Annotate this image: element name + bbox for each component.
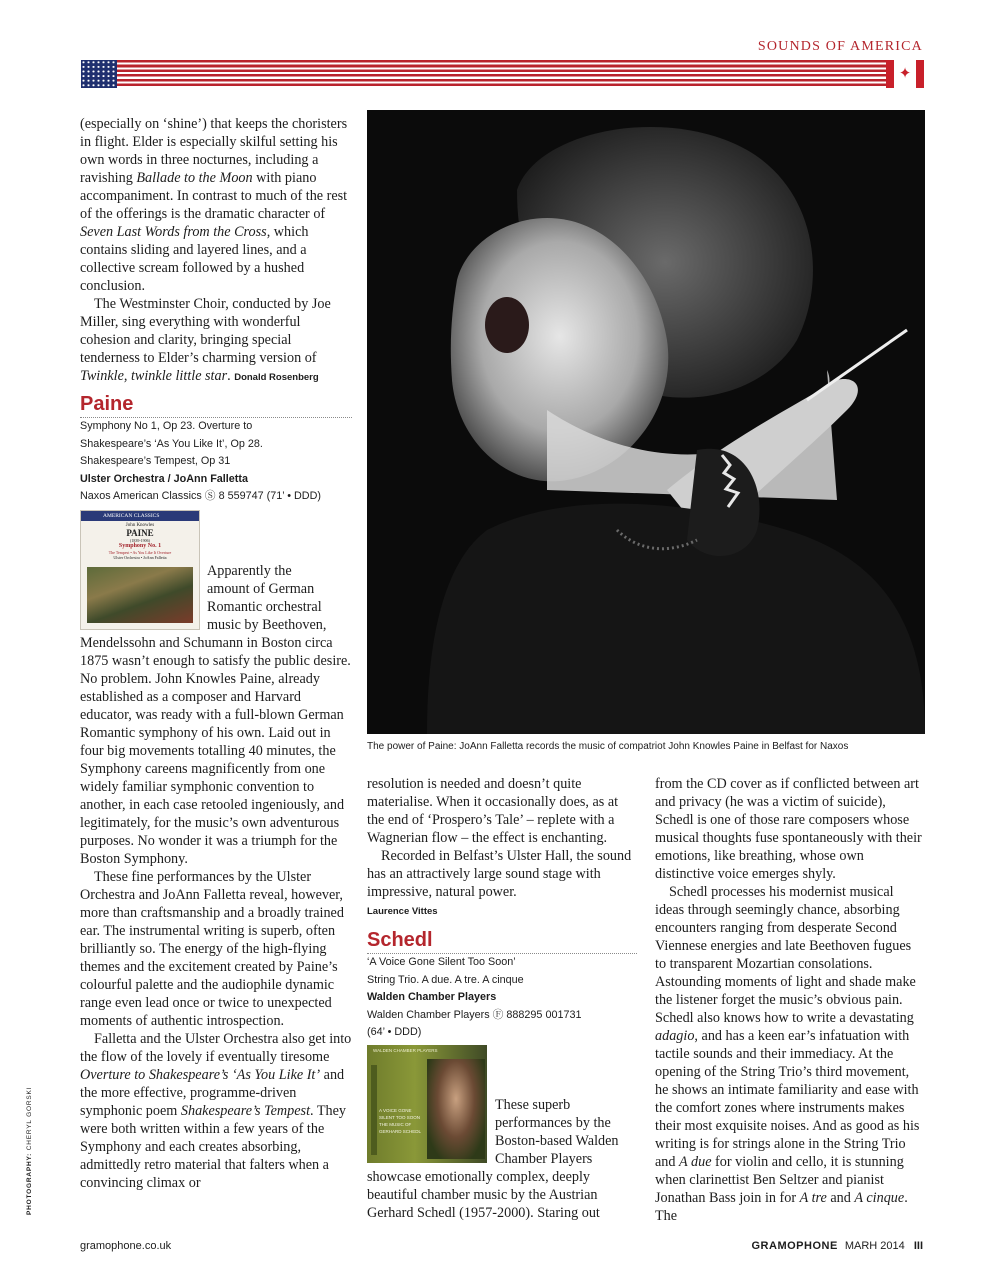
schedl-cd-cover: WALDEN CHAMBER PLAYERS A VOICE GONE SILENT TOO SOON THE MUSIC OF GERHARD SCHEDL (367, 1045, 487, 1163)
column-3: from the CD cover as if conflicted between art and privacy (he was a victim of suicide), Schedl is one of those rare composers whose musical thoughts fuse spontaneously with their emotions, like breathing, whose own distinctive voice emerges shyly. Schedl processes his modernist musical ideas through seemingly chance, absorbing encounters ranging from desperate Second Viennese energies and late Beethoven fugues to transparent Mozartian consolations. Astounding moments of light and shade make the listener forget the music’s obvious pain. Schedl also knows how to write a devastating adagio, and has a keen ear’s infatuation with tactile sounds and their immediacy. At the opening of the String Trio’s third movement, he shows an intimate familiarity and ease with the comfort zones where instruments makes their most exquisite noises. And as good as his writing is for strings alone in the String Trio and A due for violin and cello, it is stunning when clarinettist Ben Seltzer and pianist Jonathan Bass join in for A tre and A cinque. The (655, 776, 922, 1224)
review-heading-paine: Paine (80, 393, 352, 418)
reviewer-signature-2: Laurence Vittes (367, 906, 438, 917)
cover-portrait (427, 1059, 485, 1159)
footer-url: gramophone.co.uk (80, 1240, 172, 1252)
column-2-bottom: showcase emotionally complex, deeply beautiful chamber music by the Austrian Gerhard Schedl (1957-2000). Staring out (367, 1169, 600, 1221)
section-label: SOUNDS OF AMERICA (757, 39, 923, 54)
schedl-wrap-text: These superb performances by the Boston-based Walden Chamber Players (495, 1097, 619, 1167)
column-1-top: (especially on ‘shine’) that keeps the choristers in flight. Elder is especially skilful setting his own words in three nocturnes, including a ravishing Ballade to the Moon with piano accompaniment. In contrast to much of the rest of the offerings is the dramatic character of Seven Last Words from the Cross, which contains sliding and layered lines, and a collective scream followed by a hushed conclusion. The Westminster Choir, conducted by Joe Miller, sing everything with wonderful cohesion and clarity, bringing special tenderness to Elder’s charming version of Twinkle, twinkle little star. Donald Rosenberg (80, 116, 348, 384)
reviewer-signature: Donald Rosenberg (234, 372, 319, 383)
review-heading-schedl: Schedl (367, 929, 637, 954)
schedl-album-details: ‘A Voice Gone Silent Too Soon’ String Trio. A due. A tre. A cinque Walden Chamber Players Walden Chamber Players Ⓕ 888295 001731 (64’ • DDD) (367, 956, 582, 1038)
conductor-photo (367, 110, 925, 734)
photo-credit: PHOTOGRAPHY: CHERYL GORSKI (26, 1086, 33, 1215)
conductor-photo-graphic (367, 110, 925, 734)
canada-flag-icon: ✦ (886, 60, 924, 88)
footer-masthead: GRAMOPHONE MARH 2014 III (751, 1240, 923, 1252)
photo-caption: The power of Paine: JoAnn Falletta records the music of compatriot John Knowles Paine in Belfast for Naxos (367, 741, 849, 752)
cover-painting (87, 567, 193, 623)
paine-cd-cover: AMERICAN CLASSICS John Knowles PAINE (1839-1906) Symphony No. 1 The Tempest • As You Like It Overture Ulster Orchestra • JoAnn Falletta (80, 510, 200, 630)
flag-banner (81, 60, 924, 88)
column-2-top: resolution is needed and doesn’t quite materialise. When it occasionally does, as at the end of ‘Prospero’s Tale’ – replete with a Wagnerian flow – the effect is enchanting. Recorded in Belfast’s Ulster Hall, the sound has an attractively large sound stage with impressive, natural power. Laurence Vittes (367, 775, 637, 921)
column-1-bottom: Mendelssohn and Schumann in Boston circa 1875 wasn’t enough to satisfy the public desire. No problem. John Knowles Paine, already established as a composer and Harvard educator, was ready with a full-blown German Romantic symphony of his own. Laid out in four big movements totalling 40 minutes, the Symphony careens magnificently from one widely familiar symphonic convention to another, in each case retooled ingeniously, and legitimately, for the music’s own adventurous purposes. No wonder it was a triumph for the Boston Symphony. These fine performances by the Ulster Orchestra and JoAnn Falletta reveal, however, more than craftsmanship and a broadly trained ear. The instrumental writing is superb, often brilliantly so. The energy of the high-flying themes and the excitement created by Paine’s colourful palette and the audiophile dynamic range even lead once or twice to unexpected moments of authentic introspection. Falletta and the Ulster Orchestra also get into the flow of the lovely if eventually tiresome Overture to Shakespeare’s ‘As You Like It’ and the more effective, programme-driven symphonic poem Shakespeare’s Tempest. They were both written within a few years of the Symphony and each creates absorbing, admittedly retro material that falters when a convincing climax or (80, 635, 352, 1191)
paine-album-details: Symphony No 1, Op 23. Overture to Shakespeare’s ‘As You Like It’, Op 28. Shakespeare’s Tempest, Op 31 Ulster Orchestra / JoAnn Falletta Naxos American Classics Ⓢ 8 559747 (71’ • DDD) (80, 420, 322, 502)
us-flag-icon (81, 60, 117, 88)
paine-wrap-text: Apparently the amount of German Romantic orchestral music by Beethoven, (207, 563, 327, 633)
